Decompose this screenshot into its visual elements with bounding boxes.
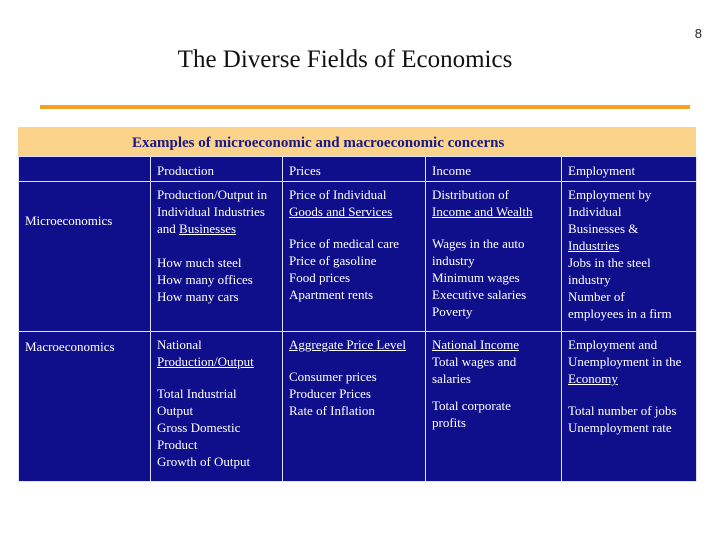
cell-micro-production <box>151 182 283 332</box>
header-employment <box>562 157 697 182</box>
micro-prices-example-1: Price of medical care <box>289 236 400 251</box>
header-production <box>151 157 283 182</box>
title-underline <box>40 105 690 109</box>
macro-production-example-2: Output <box>157 403 194 418</box>
macro-income-heading-1: National Income <box>432 337 519 352</box>
micro-production-heading-1: Production/Output in <box>157 187 268 202</box>
cell-macro-prices <box>283 332 426 482</box>
macro-production-example-4: Product <box>157 437 198 452</box>
micro-employment-example-1: Jobs in the steel <box>568 255 651 270</box>
micro-employment-heading-1: Employment by <box>568 187 652 202</box>
economics-table <box>18 156 697 482</box>
macro-production-example-5: Growth of Output <box>157 454 251 469</box>
micro-prices-heading-1: Price of Individual <box>289 187 387 202</box>
macro-employment-heading-1: Employment and <box>568 337 658 352</box>
micro-income-example-1: Wages in the auto <box>432 236 525 251</box>
header-row <box>19 157 697 182</box>
macro-production-example-3: Gross Domestic <box>157 420 241 435</box>
macro-prices-heading-1: Aggregate Price Level <box>289 337 406 352</box>
micro-employment-example-4: employees in a firm <box>568 306 672 321</box>
micro-production-example-3: How many cars <box>157 289 239 304</box>
micro-income-example-4: Executive salaries <box>432 287 527 302</box>
micro-employment-example-3: Number of <box>568 289 625 304</box>
macro-prices-example-2: Producer Prices <box>289 386 371 401</box>
micro-production-heading-3a: and <box>157 221 180 236</box>
page-number: 8 <box>694 26 702 41</box>
macro-production-example-1: Total Industrial <box>157 386 237 401</box>
row-macroeconomics <box>19 332 697 482</box>
micro-income-heading-2: Income and Wealth <box>432 204 533 219</box>
micro-production-heading-2: Individual Industries <box>157 204 265 219</box>
macro-income-example-1: Total wages and <box>432 354 517 369</box>
cell-macro-employment <box>562 332 697 482</box>
micro-income-example-2: industry <box>432 253 475 268</box>
macro-income-example-3: Total corporate <box>432 398 511 413</box>
macro-income-example-2: salaries <box>432 371 471 386</box>
header-prices-label: Prices <box>289 163 321 178</box>
micro-income-example-5: Poverty <box>432 304 473 319</box>
table-banner: Examples of microeconomic and macroeconomic concerns <box>18 127 696 156</box>
macro-employment-example-2: Unemployment rate <box>568 420 672 435</box>
micro-income-heading-1: Distribution of <box>432 187 509 202</box>
cell-micro-employment <box>562 182 697 332</box>
micro-employment-example-2: industry <box>568 272 611 287</box>
row-microeconomics <box>19 182 697 332</box>
micro-employment-heading-3: Businesses & <box>568 221 639 236</box>
macro-prices-example-1: Consumer prices <box>289 369 377 384</box>
macro-production-heading-1: National <box>157 337 202 352</box>
macro-income-example-4: profits <box>432 415 466 430</box>
row-label-macroeconomics: Macroeconomics <box>19 332 151 482</box>
micro-prices-example-2: Price of gasoline <box>289 253 377 268</box>
cell-micro-prices <box>283 182 426 332</box>
cell-micro-income <box>426 182 562 332</box>
header-production-label: Production <box>157 163 215 178</box>
micro-production-example-1: How much steel <box>157 255 242 270</box>
micro-prices-example-4: Apartment rents <box>289 287 374 302</box>
micro-prices-heading-2: Goods and Services <box>289 204 393 219</box>
page-title: The Diverse Fields of Economics <box>177 46 513 73</box>
micro-production-example-2: How many offices <box>157 272 253 287</box>
macro-employment-heading-3: Economy <box>568 371 618 386</box>
macro-employment-example-1: Total number of jobs <box>568 403 677 418</box>
header-income <box>426 157 562 182</box>
micro-employment-heading-4: Industries <box>568 238 620 253</box>
header-prices <box>283 157 426 182</box>
header-corner <box>19 157 151 182</box>
cell-macro-income <box>426 332 562 482</box>
micro-employment-heading-2: Individual <box>568 204 622 219</box>
micro-income-example-3: Minimum wages <box>432 270 520 285</box>
header-employment-label: Employment <box>568 163 636 178</box>
micro-production-heading-3b: Businesses <box>179 221 237 236</box>
macro-production-heading-2: Production/Output <box>157 354 254 369</box>
header-income-label: Income <box>432 163 471 178</box>
row-label-microeconomics: Microeconomics <box>19 182 151 332</box>
cell-macro-production <box>151 332 283 482</box>
micro-prices-example-3: Food prices <box>289 270 351 285</box>
macro-employment-heading-2: Unemployment in the <box>568 354 682 369</box>
macro-prices-example-3: Rate of Inflation <box>289 403 375 418</box>
